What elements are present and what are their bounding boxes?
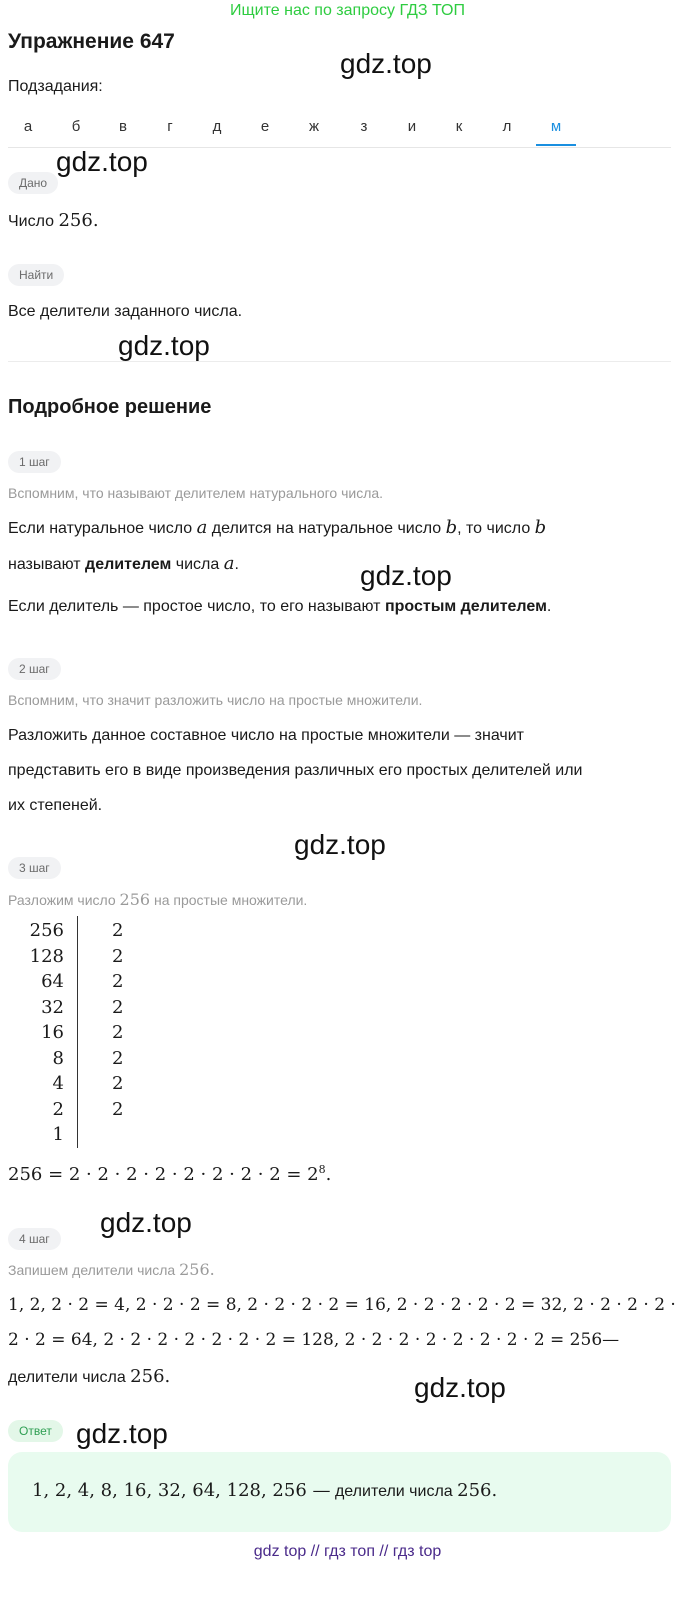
text-span: делится на натуральное число	[211, 520, 442, 537]
step-2-hint: Вспомним, что значит разложить число на простые множители.	[8, 692, 423, 708]
text-span: числа	[175, 556, 220, 573]
divisors-line-1: 1, 2, 2 · 2 = 4, 2 · 2 · 2 = 8, 2 · 2 · 2 · 2 = 16, 2 · 2 · 2 · 2 · 2 = 32, 2 · 2 · 2 · 2 ·	[8, 1295, 676, 1315]
text-span: Если делитель — простое число, то его называют	[8, 598, 381, 615]
dividend: 128	[29, 945, 64, 967]
given-text	[8, 210, 99, 231]
divisor: 2	[112, 1022, 124, 1043]
var-a: a	[223, 553, 235, 574]
text-span: Разложим число	[8, 892, 116, 908]
page-title: Упражнение 647	[8, 30, 175, 53]
solution-heading: Подробное решение	[8, 396, 212, 418]
step-3-badge: 3 шаг	[8, 857, 61, 879]
divisors-line-3	[8, 1366, 170, 1387]
text-span: , то число	[457, 520, 531, 537]
tab-a[interactable]: а	[23, 118, 33, 135]
watermark: gdz.top	[414, 1372, 506, 1403]
tab-z[interactable]: з	[360, 118, 368, 135]
divisor: 2	[112, 920, 124, 941]
step-1-badge: 1 шаг	[8, 451, 61, 473]
step-2-line-2: представить его в виде произведения различных его простых делителей или	[8, 762, 583, 779]
step-2-badge: 2 шаг	[8, 658, 61, 680]
watermark: gdz.top	[118, 330, 210, 361]
divisor: 2	[112, 971, 124, 992]
watermark: gdz.top	[100, 1207, 192, 1238]
text-span: называют	[8, 556, 81, 573]
dividend: 64	[41, 971, 64, 992]
number: 256	[119, 890, 151, 909]
dividend: 16	[41, 1022, 64, 1043]
text-span: Запишем делители числа	[8, 1262, 176, 1278]
step-1-line-1	[8, 517, 546, 538]
text-span: делители числа	[334, 1483, 453, 1500]
watermark: gdz.top	[360, 560, 452, 591]
bold-term: простым делителем	[384, 598, 547, 615]
dividend: 1	[52, 1124, 64, 1145]
answer-math: 1, 2, 4, 8, 16, 32, 64, 128, 256 —	[32, 1480, 331, 1501]
tab-v[interactable]: в	[119, 118, 127, 135]
number: 256.	[179, 1260, 215, 1279]
factorization-divisors	[112, 918, 132, 1122]
step-3-hint	[8, 890, 307, 909]
tab-k[interactable]: к	[455, 118, 463, 135]
text-span: делители числа	[8, 1369, 126, 1386]
given-number: 256.	[58, 210, 99, 231]
dividend: 8	[52, 1047, 64, 1069]
answer-box	[8, 1452, 671, 1532]
bold-term: делителем	[85, 556, 172, 573]
find-text: Все делители заданного числа.	[8, 303, 243, 320]
section-divider	[8, 361, 671, 362]
tab-l[interactable]: л	[502, 118, 512, 135]
text-span: Если натуральное число	[8, 520, 193, 537]
tab-zh[interactable]: ж	[308, 118, 320, 135]
watermark: gdz.top	[76, 1418, 168, 1449]
subtasks-label: Подзадания:	[8, 78, 103, 95]
search-hint-banner: Ищите нас по запросу ГДЗ ТОП	[230, 2, 465, 19]
step-2-line-1: Разложить данное составное число на простые множители — значит	[8, 727, 524, 744]
divisor: 2	[112, 996, 124, 1018]
dividend: 4	[52, 1073, 64, 1094]
given-text-label: Число	[8, 213, 55, 230]
footer-links[interactable]: gdz top // гдз топ // гдз top	[253, 1543, 442, 1560]
answer-text	[32, 1480, 497, 1501]
tab-i[interactable]: и	[407, 118, 417, 135]
var-a: a	[196, 517, 208, 538]
given-badge: Дано	[8, 172, 58, 194]
divisor: 2	[112, 945, 124, 967]
equation: 256 = 2 · 2 · 2 · 2 · 2 · 2 · 2 · 2 = 2	[8, 1164, 319, 1185]
number: 256.	[130, 1366, 171, 1387]
tab-m[interactable]: м	[536, 110, 576, 146]
answer-badge: Ответ	[8, 1420, 63, 1442]
dividend: 2	[52, 1098, 64, 1120]
divisor: 2	[112, 1047, 124, 1069]
text-span: .	[234, 556, 239, 573]
step-1-line-2	[8, 553, 239, 574]
factorization-separator	[77, 916, 78, 1148]
step-1-hint: Вспомним, что называют делителем натурального числа.	[8, 485, 384, 501]
factorization-dividends	[8, 918, 64, 1148]
tab-g[interactable]: г	[167, 118, 173, 135]
find-badge: Найти	[8, 264, 64, 286]
tab-d[interactable]: д	[212, 118, 222, 135]
var-b: b	[534, 517, 547, 538]
text-span: .	[546, 598, 552, 615]
tab-e[interactable]: е	[260, 118, 270, 135]
step-4-hint	[8, 1260, 215, 1279]
subtask-tabs	[8, 110, 671, 148]
exponent: 8	[318, 1163, 326, 1176]
step-4-badge: 4 шаг	[8, 1228, 61, 1250]
dividend: 256	[29, 920, 64, 941]
watermark: gdz.top	[56, 146, 148, 177]
step-2-line-3: их степеней.	[8, 797, 103, 814]
divisor: 2	[112, 1098, 124, 1120]
divisors-line-2: 2 · 2 = 64, 2 · 2 · 2 · 2 · 2 · 2 · 2 = 128, 2 · 2 · 2 · 2 · 2 · 2 · 2 · 2 = 256—	[8, 1330, 620, 1350]
tab-b[interactable]: б	[71, 118, 81, 135]
text-span: на простые множители.	[153, 892, 308, 908]
number: 256.	[457, 1480, 498, 1501]
var-b: b	[445, 517, 458, 538]
dividend: 32	[41, 996, 64, 1018]
divisor: 2	[112, 1073, 124, 1094]
step-1-line-3	[8, 598, 551, 616]
factorization-result	[8, 1163, 331, 1185]
watermark: gdz.top	[340, 48, 432, 79]
text-span: .	[325, 1164, 332, 1185]
watermark: gdz.top	[294, 829, 386, 860]
